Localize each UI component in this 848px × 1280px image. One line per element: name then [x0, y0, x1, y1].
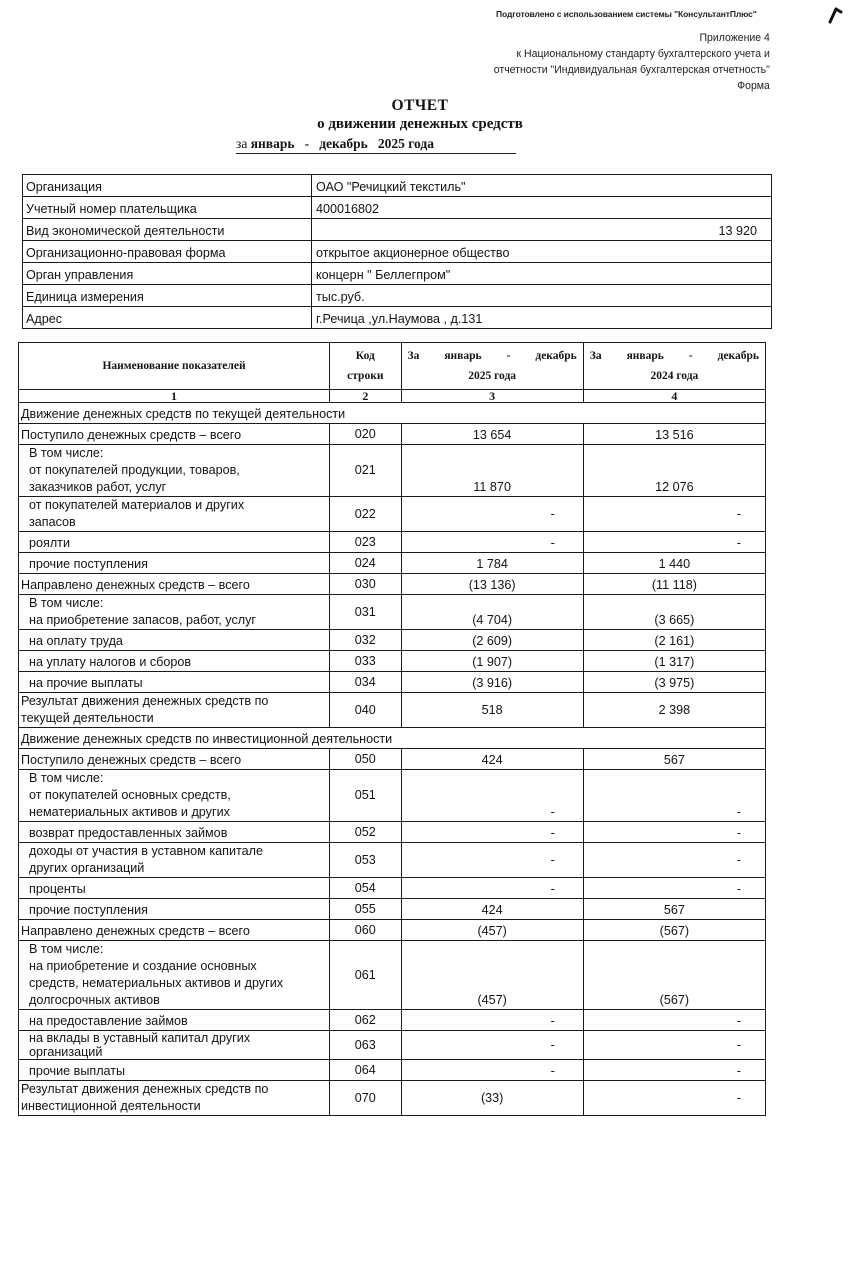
- value-2025: -: [401, 1010, 583, 1031]
- info-value: тыс.руб.: [312, 285, 772, 307]
- table-row-060: [19, 920, 766, 941]
- row-name: Направлено денежных средств – всего: [19, 920, 330, 941]
- header-2025: [401, 343, 583, 390]
- table-row-021: [19, 445, 766, 497]
- row-name-line: текущей деятельности: [21, 711, 154, 725]
- row-name-line: от покупателей материалов и других: [29, 498, 245, 512]
- header-text: январь: [626, 350, 664, 362]
- value-2025: (4 704): [401, 595, 583, 630]
- info-value: 13 920: [312, 219, 772, 241]
- row-name-line: заказчиков работ, услуг: [29, 480, 167, 494]
- value-2024: -: [583, 532, 765, 553]
- value-2025: -: [401, 770, 583, 822]
- table-row-033: [19, 651, 766, 672]
- value-2024: -: [583, 497, 765, 532]
- in-total-label: В том числе:: [29, 446, 104, 460]
- row-name: [19, 1081, 330, 1116]
- header-2024: [583, 343, 765, 390]
- row-name-line: Результат движения денежных средств по: [21, 694, 269, 708]
- column-number: 4: [583, 390, 765, 403]
- row-name: прочие поступления: [19, 553, 330, 574]
- info-label: Единица измерения: [23, 285, 312, 307]
- row-code: 061: [330, 941, 401, 1010]
- row-name-line: организаций: [29, 1045, 103, 1059]
- value-2025: -: [401, 1031, 583, 1060]
- row-name-line: от покупателей продукции, товаров,: [29, 463, 240, 477]
- row-code: 051: [330, 770, 401, 822]
- value-2024: 1 440: [583, 553, 765, 574]
- header-text: декабрь: [717, 350, 759, 362]
- value-2024: -: [583, 1031, 765, 1060]
- header-2024-line1: [588, 346, 761, 366]
- info-value: концерн " Беллегпром": [312, 263, 772, 285]
- value-2025: -: [401, 878, 583, 899]
- row-name: Поступило денежных средств – всего: [19, 749, 330, 770]
- info-value: открытое акционерное общество: [312, 241, 772, 263]
- row-code: 053: [330, 843, 401, 878]
- row-name-line: Результат движения денежных средств по: [21, 1082, 269, 1096]
- in-total-label: В том числе:: [29, 942, 104, 956]
- value-2024: 12 076: [583, 445, 765, 497]
- title-main: ОТЧЕТ: [391, 97, 449, 114]
- value-2024: -: [583, 822, 765, 843]
- appendix-line: отчетности "Индивидуальная бухгалтерская отчетность": [493, 64, 770, 76]
- value-2025: (457): [401, 941, 583, 1010]
- in-total-label: В том числе:: [29, 771, 104, 785]
- info-row: [23, 241, 772, 263]
- row-code: 022: [330, 497, 401, 532]
- row-name: на предоставление займов: [19, 1010, 330, 1031]
- row-code: 050: [330, 749, 401, 770]
- value-2024: 567: [583, 899, 765, 920]
- value-2025: -: [401, 1060, 583, 1081]
- row-code: 040: [330, 693, 401, 728]
- row-name-line: нематериальных активов и других: [29, 805, 230, 819]
- row-name: [19, 595, 330, 630]
- value-2024: (3 975): [583, 672, 765, 693]
- header-code-line1: Код: [355, 350, 375, 362]
- table-row-040: [19, 693, 766, 728]
- row-name: на прочие выплаты: [19, 672, 330, 693]
- row-name-line: от покупателей основных средств,: [29, 788, 231, 802]
- row-name: [19, 770, 330, 822]
- appendix-line: Форма: [737, 80, 770, 92]
- row-code: 052: [330, 822, 401, 843]
- value-2024: -: [583, 878, 765, 899]
- row-code: 032: [330, 630, 401, 651]
- appendix-line: к Национальному стандарту бухгалтерского учета и: [516, 48, 770, 60]
- row-code: 062: [330, 1010, 401, 1031]
- row-code: 033: [330, 651, 401, 672]
- header-text: За: [407, 350, 420, 362]
- value-2024: (567): [583, 941, 765, 1010]
- table-row-051: [19, 770, 766, 822]
- value-2025: 424: [401, 899, 583, 920]
- row-name-line: долгосрочных активов: [29, 993, 160, 1007]
- table-row-054: [19, 878, 766, 899]
- row-code: 031: [330, 595, 401, 630]
- info-value: ОАО "Речицкий текстиль": [312, 175, 772, 197]
- value-2024: 13 516: [583, 424, 765, 445]
- header-text: За: [589, 350, 602, 362]
- info-row: [23, 219, 772, 241]
- table-row-064: [19, 1060, 766, 1081]
- info-row: [23, 197, 772, 219]
- row-code: 020: [330, 424, 401, 445]
- info-row: [23, 263, 772, 285]
- header-2025-line2: 2025 года: [468, 370, 517, 382]
- row-name: прочие выплаты: [19, 1060, 330, 1081]
- value-2025: (1 907): [401, 651, 583, 672]
- header-2025-line1: [406, 346, 579, 366]
- table-row-023: [19, 532, 766, 553]
- table-row-020: [19, 424, 766, 445]
- value-2024: (1 317): [583, 651, 765, 672]
- info-row: [23, 307, 772, 329]
- period-value: январь - декабрь 2025 года: [250, 136, 434, 151]
- row-name: на оплату труда: [19, 630, 330, 651]
- section-row-operating: [19, 403, 766, 424]
- row-name-line: средств, нематериальных активов и других: [29, 976, 284, 990]
- cash-flow-table: [18, 342, 766, 1116]
- value-2025: (13 136): [401, 574, 583, 595]
- column-numbers-row: [19, 390, 766, 403]
- row-name: [19, 497, 330, 532]
- row-name-line: на вклады в уставный капитал других: [29, 1031, 251, 1045]
- organization-info-table: [22, 174, 772, 329]
- table-row-024: [19, 553, 766, 574]
- row-name: [19, 1031, 330, 1060]
- row-name-line: на приобретение и создание основных: [29, 959, 257, 973]
- appendix-line: Приложение 4: [699, 32, 770, 44]
- value-2024: (11 118): [583, 574, 765, 595]
- row-code: 055: [330, 899, 401, 920]
- table-row-030: [19, 574, 766, 595]
- row-name: [19, 843, 330, 878]
- value-2025: -: [401, 497, 583, 532]
- value-2025: -: [401, 532, 583, 553]
- table-row-062: [19, 1010, 766, 1031]
- value-2025: (457): [401, 920, 583, 941]
- header-row: [19, 343, 766, 390]
- row-name: прочие поступления: [19, 899, 330, 920]
- header-name: Наименование показателей: [19, 343, 330, 390]
- prepared-note: Подготовлено с использованием системы "КонсультантПлюс": [496, 9, 757, 19]
- row-code: 024: [330, 553, 401, 574]
- row-name-line: доходы от участия в уставном капитале: [29, 844, 263, 858]
- header-code-line2: строки: [347, 370, 384, 382]
- value-2024: 2 398: [583, 693, 765, 728]
- info-value: 400016802: [312, 197, 772, 219]
- info-label: Орган управления: [23, 263, 312, 285]
- table-row-052: [19, 822, 766, 843]
- row-name-line: на приобретение запасов, работ, услуг: [29, 613, 256, 627]
- table-row-053: [19, 843, 766, 878]
- value-2025: -: [401, 843, 583, 878]
- row-name: роялти: [19, 532, 330, 553]
- table-row-022: [19, 497, 766, 532]
- row-code: 063: [330, 1031, 401, 1060]
- value-2025: (2 609): [401, 630, 583, 651]
- info-value: г.Речица ,ул.Наумова , д.131: [312, 307, 772, 329]
- info-label: Адрес: [23, 307, 312, 329]
- report-title: [200, 96, 640, 134]
- table-row-063: [19, 1031, 766, 1060]
- value-2025: -: [401, 822, 583, 843]
- table-row-070: [19, 1081, 766, 1116]
- info-label: Вид экономической деятельности: [23, 219, 312, 241]
- header-2024-line2: 2024 года: [650, 370, 699, 382]
- row-code: 023: [330, 532, 401, 553]
- row-name-line: запасов: [29, 515, 76, 529]
- column-number: 2: [330, 390, 401, 403]
- info-label: Организационно-правовая форма: [23, 241, 312, 263]
- section-title: Движение денежных средств по текущей деятельности: [19, 403, 766, 424]
- info-label: Учетный номер плательщика: [23, 197, 312, 219]
- row-name: Направлено денежных средств – всего: [19, 574, 330, 595]
- table-row-034: [19, 672, 766, 693]
- value-2025: 1 784: [401, 553, 583, 574]
- value-2024: -: [583, 770, 765, 822]
- value-2025: 11 870: [401, 445, 583, 497]
- value-2025: (3 916): [401, 672, 583, 693]
- row-code: 030: [330, 574, 401, 595]
- value-2024: 567: [583, 749, 765, 770]
- column-number: 3: [401, 390, 583, 403]
- row-code: 064: [330, 1060, 401, 1081]
- value-2024: -: [583, 843, 765, 878]
- in-total-label: В том числе:: [29, 596, 104, 610]
- row-name-line: инвестиционной деятельности: [21, 1099, 201, 1113]
- handwritten-mark: [826, 6, 846, 24]
- header-code: [330, 343, 401, 390]
- table-row-031: [19, 595, 766, 630]
- row-code: 070: [330, 1081, 401, 1116]
- row-name: возврат предоставленных займов: [19, 822, 330, 843]
- header-text: январь: [444, 350, 482, 362]
- value-2024: -: [583, 1081, 765, 1116]
- header-text: -: [688, 350, 693, 362]
- row-code: 021: [330, 445, 401, 497]
- value-2025: 13 654: [401, 424, 583, 445]
- info-label: Организация: [23, 175, 312, 197]
- row-code: 054: [330, 878, 401, 899]
- row-code: 060: [330, 920, 401, 941]
- table-row-055: [19, 899, 766, 920]
- period-prefix: за: [236, 136, 248, 151]
- row-name: Поступило денежных средств – всего: [19, 424, 330, 445]
- info-row: [23, 285, 772, 307]
- title-sub: о движении денежных средств: [317, 116, 523, 132]
- info-row: [23, 175, 772, 197]
- column-number: 1: [19, 390, 330, 403]
- value-2024: -: [583, 1060, 765, 1081]
- appendix-block: [494, 30, 770, 94]
- row-name: на уплату налогов и сборов: [19, 651, 330, 672]
- value-2024: (567): [583, 920, 765, 941]
- row-name: [19, 941, 330, 1010]
- row-name: [19, 445, 330, 497]
- header-text: декабрь: [535, 350, 577, 362]
- report-period: [236, 136, 516, 154]
- value-2024: (2 161): [583, 630, 765, 651]
- header-text: -: [506, 350, 511, 362]
- table-row-032: [19, 630, 766, 651]
- row-name: [19, 693, 330, 728]
- section-title: Движение денежных средств по инвестиционной деятельности: [19, 728, 766, 749]
- row-name: проценты: [19, 878, 330, 899]
- value-2025: (33): [401, 1081, 583, 1116]
- value-2024: -: [583, 1010, 765, 1031]
- table-row-050: [19, 749, 766, 770]
- value-2025: 518: [401, 693, 583, 728]
- value-2024: (3 665): [583, 595, 765, 630]
- section-row-investing: [19, 728, 766, 749]
- row-name-line: других организаций: [29, 861, 145, 875]
- row-code: 034: [330, 672, 401, 693]
- value-2025: 424: [401, 749, 583, 770]
- table-row-061: [19, 941, 766, 1010]
